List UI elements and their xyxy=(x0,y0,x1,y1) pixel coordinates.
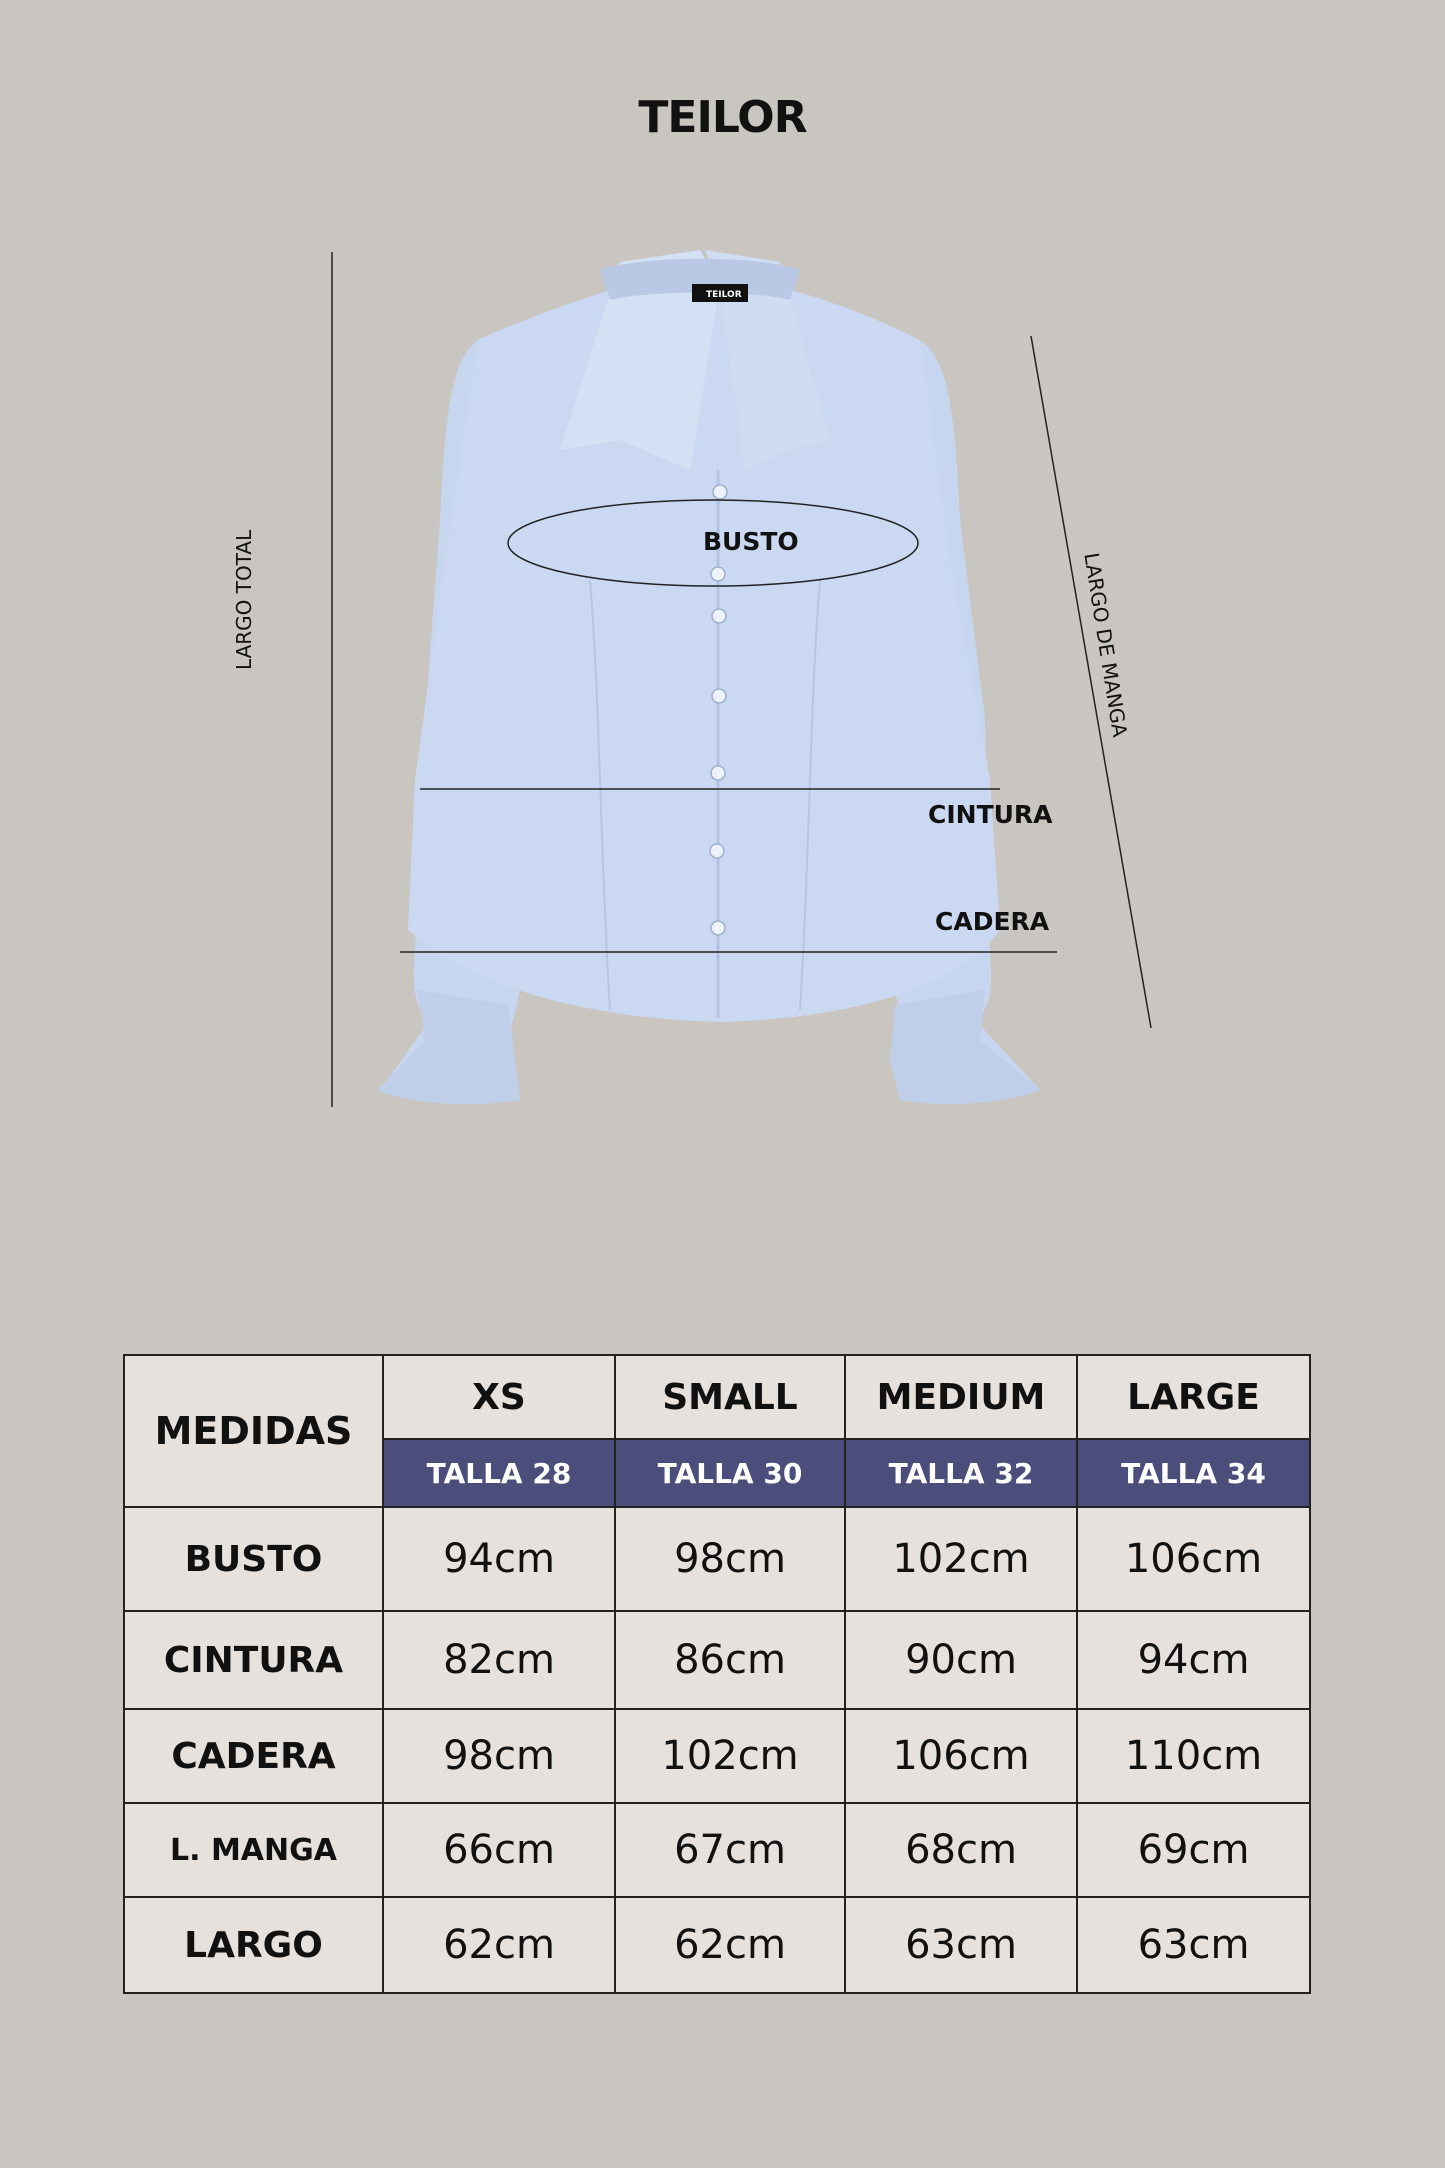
table-row xyxy=(124,1897,1310,1993)
shirt-neck-tag-text: TEILOR xyxy=(706,290,742,300)
cell-value: 86cm xyxy=(615,1611,845,1709)
size-medium-header: MEDIUM xyxy=(845,1355,1077,1439)
cell-value: 98cm xyxy=(383,1709,615,1803)
size-header-row xyxy=(124,1355,1310,1439)
busto-label: BUSTO xyxy=(703,527,799,556)
table-row xyxy=(124,1507,1310,1611)
cell-value: 62cm xyxy=(383,1897,615,1993)
size-xs-header: XS xyxy=(383,1355,615,1439)
cell-value: 94cm xyxy=(1077,1611,1310,1709)
cell-value: 98cm xyxy=(615,1507,845,1611)
size-table xyxy=(123,1354,1311,1994)
shirt-illustration xyxy=(378,250,1040,1104)
largo-manga-label: LARGO DE MANGA xyxy=(1079,551,1133,739)
cell-value: 82cm xyxy=(383,1611,615,1709)
cell-value: 62cm xyxy=(615,1897,845,1993)
cell-value: 106cm xyxy=(845,1709,1077,1803)
talla-xs: TALLA 28 xyxy=(383,1439,615,1507)
talla-large: TALLA 34 xyxy=(1077,1439,1310,1507)
row-label-largo: LARGO xyxy=(124,1897,383,1993)
cell-value: 106cm xyxy=(1077,1507,1310,1611)
cell-value: 66cm xyxy=(383,1803,615,1897)
cell-value: 63cm xyxy=(845,1897,1077,1993)
cell-value: 90cm xyxy=(845,1611,1077,1709)
medidas-corner: MEDIDAS xyxy=(124,1355,383,1507)
size-small-header: SMALL xyxy=(615,1355,845,1439)
cell-value: 102cm xyxy=(615,1709,845,1803)
brand-logo: TEILOR xyxy=(638,92,807,143)
cell-value: 69cm xyxy=(1077,1803,1310,1897)
talla-small: TALLA 30 xyxy=(615,1439,845,1507)
cintura-label: CINTURA xyxy=(928,800,1053,829)
cell-value: 94cm xyxy=(383,1507,615,1611)
row-label-l-manga: L. MANGA xyxy=(124,1803,383,1897)
cell-value: 110cm xyxy=(1077,1709,1310,1803)
largo-total-label: LARGO TOTAL xyxy=(232,529,256,670)
table-row xyxy=(124,1611,1310,1709)
table-row xyxy=(124,1709,1310,1803)
row-label-cadera: CADERA xyxy=(124,1709,383,1803)
cell-value: 63cm xyxy=(1077,1897,1310,1993)
cell-value: 68cm xyxy=(845,1803,1077,1897)
cadera-label: CADERA xyxy=(935,907,1050,936)
row-label-cintura: CINTURA xyxy=(124,1611,383,1709)
size-large-header: LARGE xyxy=(1077,1355,1310,1439)
cell-value: 102cm xyxy=(845,1507,1077,1611)
row-label-busto: BUSTO xyxy=(124,1507,383,1611)
cell-value: 67cm xyxy=(615,1803,845,1897)
talla-medium: TALLA 32 xyxy=(845,1439,1077,1507)
table-row xyxy=(124,1803,1310,1897)
